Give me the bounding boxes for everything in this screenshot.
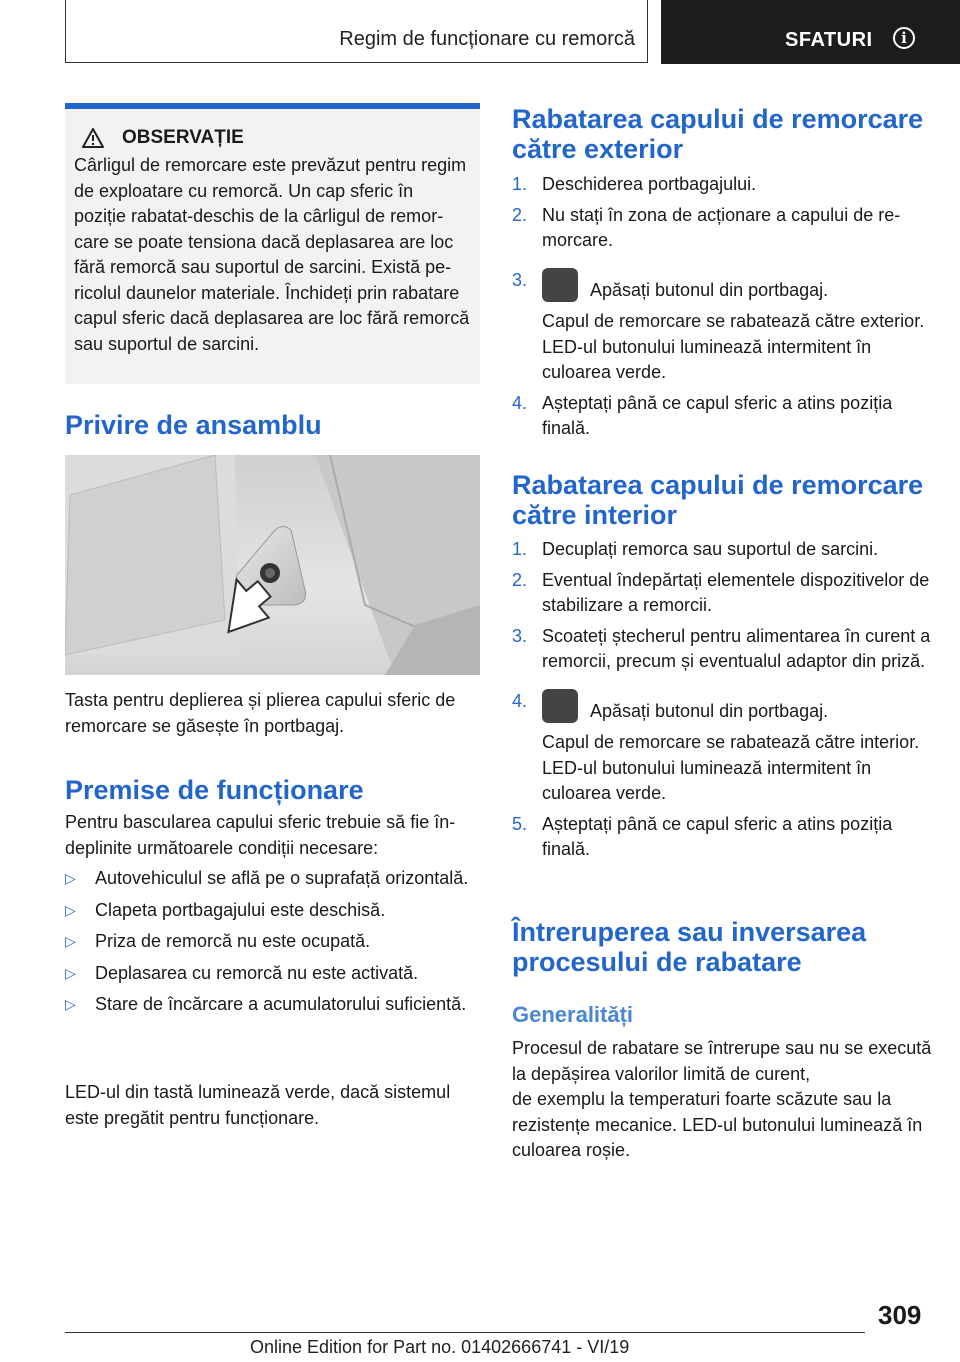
bullet-marker: ▷ [65,933,76,949]
section-title: Regim de funcționare cu remorcă [339,28,635,50]
interior-heading: Rabatarea capului de remorcare către interior [512,470,924,530]
note-header [82,127,470,149]
prereq-heading: Premise de funcționare [65,775,364,805]
overview-caption: Tasta pentru deplierea și plierea capului sferic de remorcare se găsește în portbagaj. [65,690,456,736]
page-header [65,0,960,64]
list-item: 1. Decuplați remorca sau suportul de sarcini. [512,539,879,559]
interrupt-subheading: Generalități [512,1002,634,1027]
list-item: ▷ Clapeta portbagajului este deschisă. [65,898,475,924]
warning-note [65,103,480,384]
interrupt-text-1: Procesul de rabatare se întrerupe sau nu se execută la depășirea valorilor limită de curent, [512,1038,932,1084]
list-item: ▷ Priza de remorcă nu este ocupată. [65,929,475,955]
bullet-marker: ▷ [65,901,76,918]
list-item: 2. Nu stați în zona de acționare a capului de remorcare. [512,204,901,250]
overview-heading: Privire de ansamblu [65,410,322,440]
tab-sfaturi[interactable] [661,0,960,64]
list-item: ▷ Stare de încărcare a acumulatorului suficientă. [65,992,475,1018]
tow-button-icon [542,689,578,723]
list-item: 2. Eventual îndepărtați elementele dispozitivelor de stabilizare a remorcii. [512,569,930,615]
interrupt-text-2: de exemplu la temperaturi foarte scăzute sau la rezistențe mecanice. LED-ul butonului luminează în culoarea roșie. [512,1089,923,1160]
edition-text: Online Edition for Part no. 01402666741 - VI/19 [250,1337,630,1357]
list-item: 1. Deschiderea portbagajului. [512,174,757,194]
list-item: 4. Așteptați până ce capul sferic a atins poziția finală. [512,392,893,438]
prereq-list [65,866,475,1024]
note-text: Cârligul de remorcare este prevăzut pentru regim de exploatare cu remorcă. Un cap sferic în poziție rabatat-deschis de la cârligul de remorcare se poate tensiona dacă deplasarea are loc fără remorcă sau suportul de sarcini. Există pericolul daunelor materiale. Închideți prin rabatare capul sferic dacă deplasarea are loc fără remorcă sau suportul de sarcini. [74,155,470,354]
bullet-marker: ▷ [65,964,76,981]
section-title-box [65,0,648,63]
interior-steps [512,537,932,868]
page-number: 309 [878,1300,922,1330]
info-icon[interactable]: i [893,27,915,49]
list-item: 3. Apăsați butonul din portbagaj. Capul de remorcare se rabatează către exterior. LED-ul butonului luminează intermitent în culoarea verde. [512,269,925,382]
exterior-steps [512,172,932,447]
note-title: OBSERVAȚIE [122,127,244,148]
trunk-button-illustration [65,455,480,675]
list-item: ▷ Autovehiculul se află pe o suprafață orizontală. [65,866,475,892]
footer-divider [65,1332,865,1333]
prereq-outro: LED-ul din tastă luminează verde, dacă sistemul este pregătit pentru funcționare. [65,1082,451,1128]
exterior-heading: Rabatarea capului de remorcare către exterior [512,104,924,164]
list-item: 5. Așteptați până ce capul sferic a atins poziția finală. [512,813,893,859]
list-item: ▷ Deplasarea cu remorcă nu este activată. [65,961,475,987]
bullet-marker: ▷ [65,870,76,886]
list-item: 3. Scoateți ștecherul pentru alimentarea în curent a remorcii, precum și eventualul adaptor din priză. [512,625,931,671]
warning-triangle-icon [82,128,104,148]
interrupt-heading: Întreruperea sau inversarea procesului de rabatare [512,917,867,977]
trunk-photo [65,455,480,675]
tab-label: SFATURI [785,29,873,51]
bullet-marker: ▷ [65,996,76,1012]
prereq-intro: Pentru bascularea capului sferic trebuie să fie îndeplinite următoarele condiții necesare: [65,812,456,858]
tow-button-icon [542,268,578,302]
list-item: 4. Apăsați butonul din portbagaj. Capul de remorcare se rabatează către interior. LED-ul butonului luminează intermitent în culoarea verde. [512,690,920,803]
